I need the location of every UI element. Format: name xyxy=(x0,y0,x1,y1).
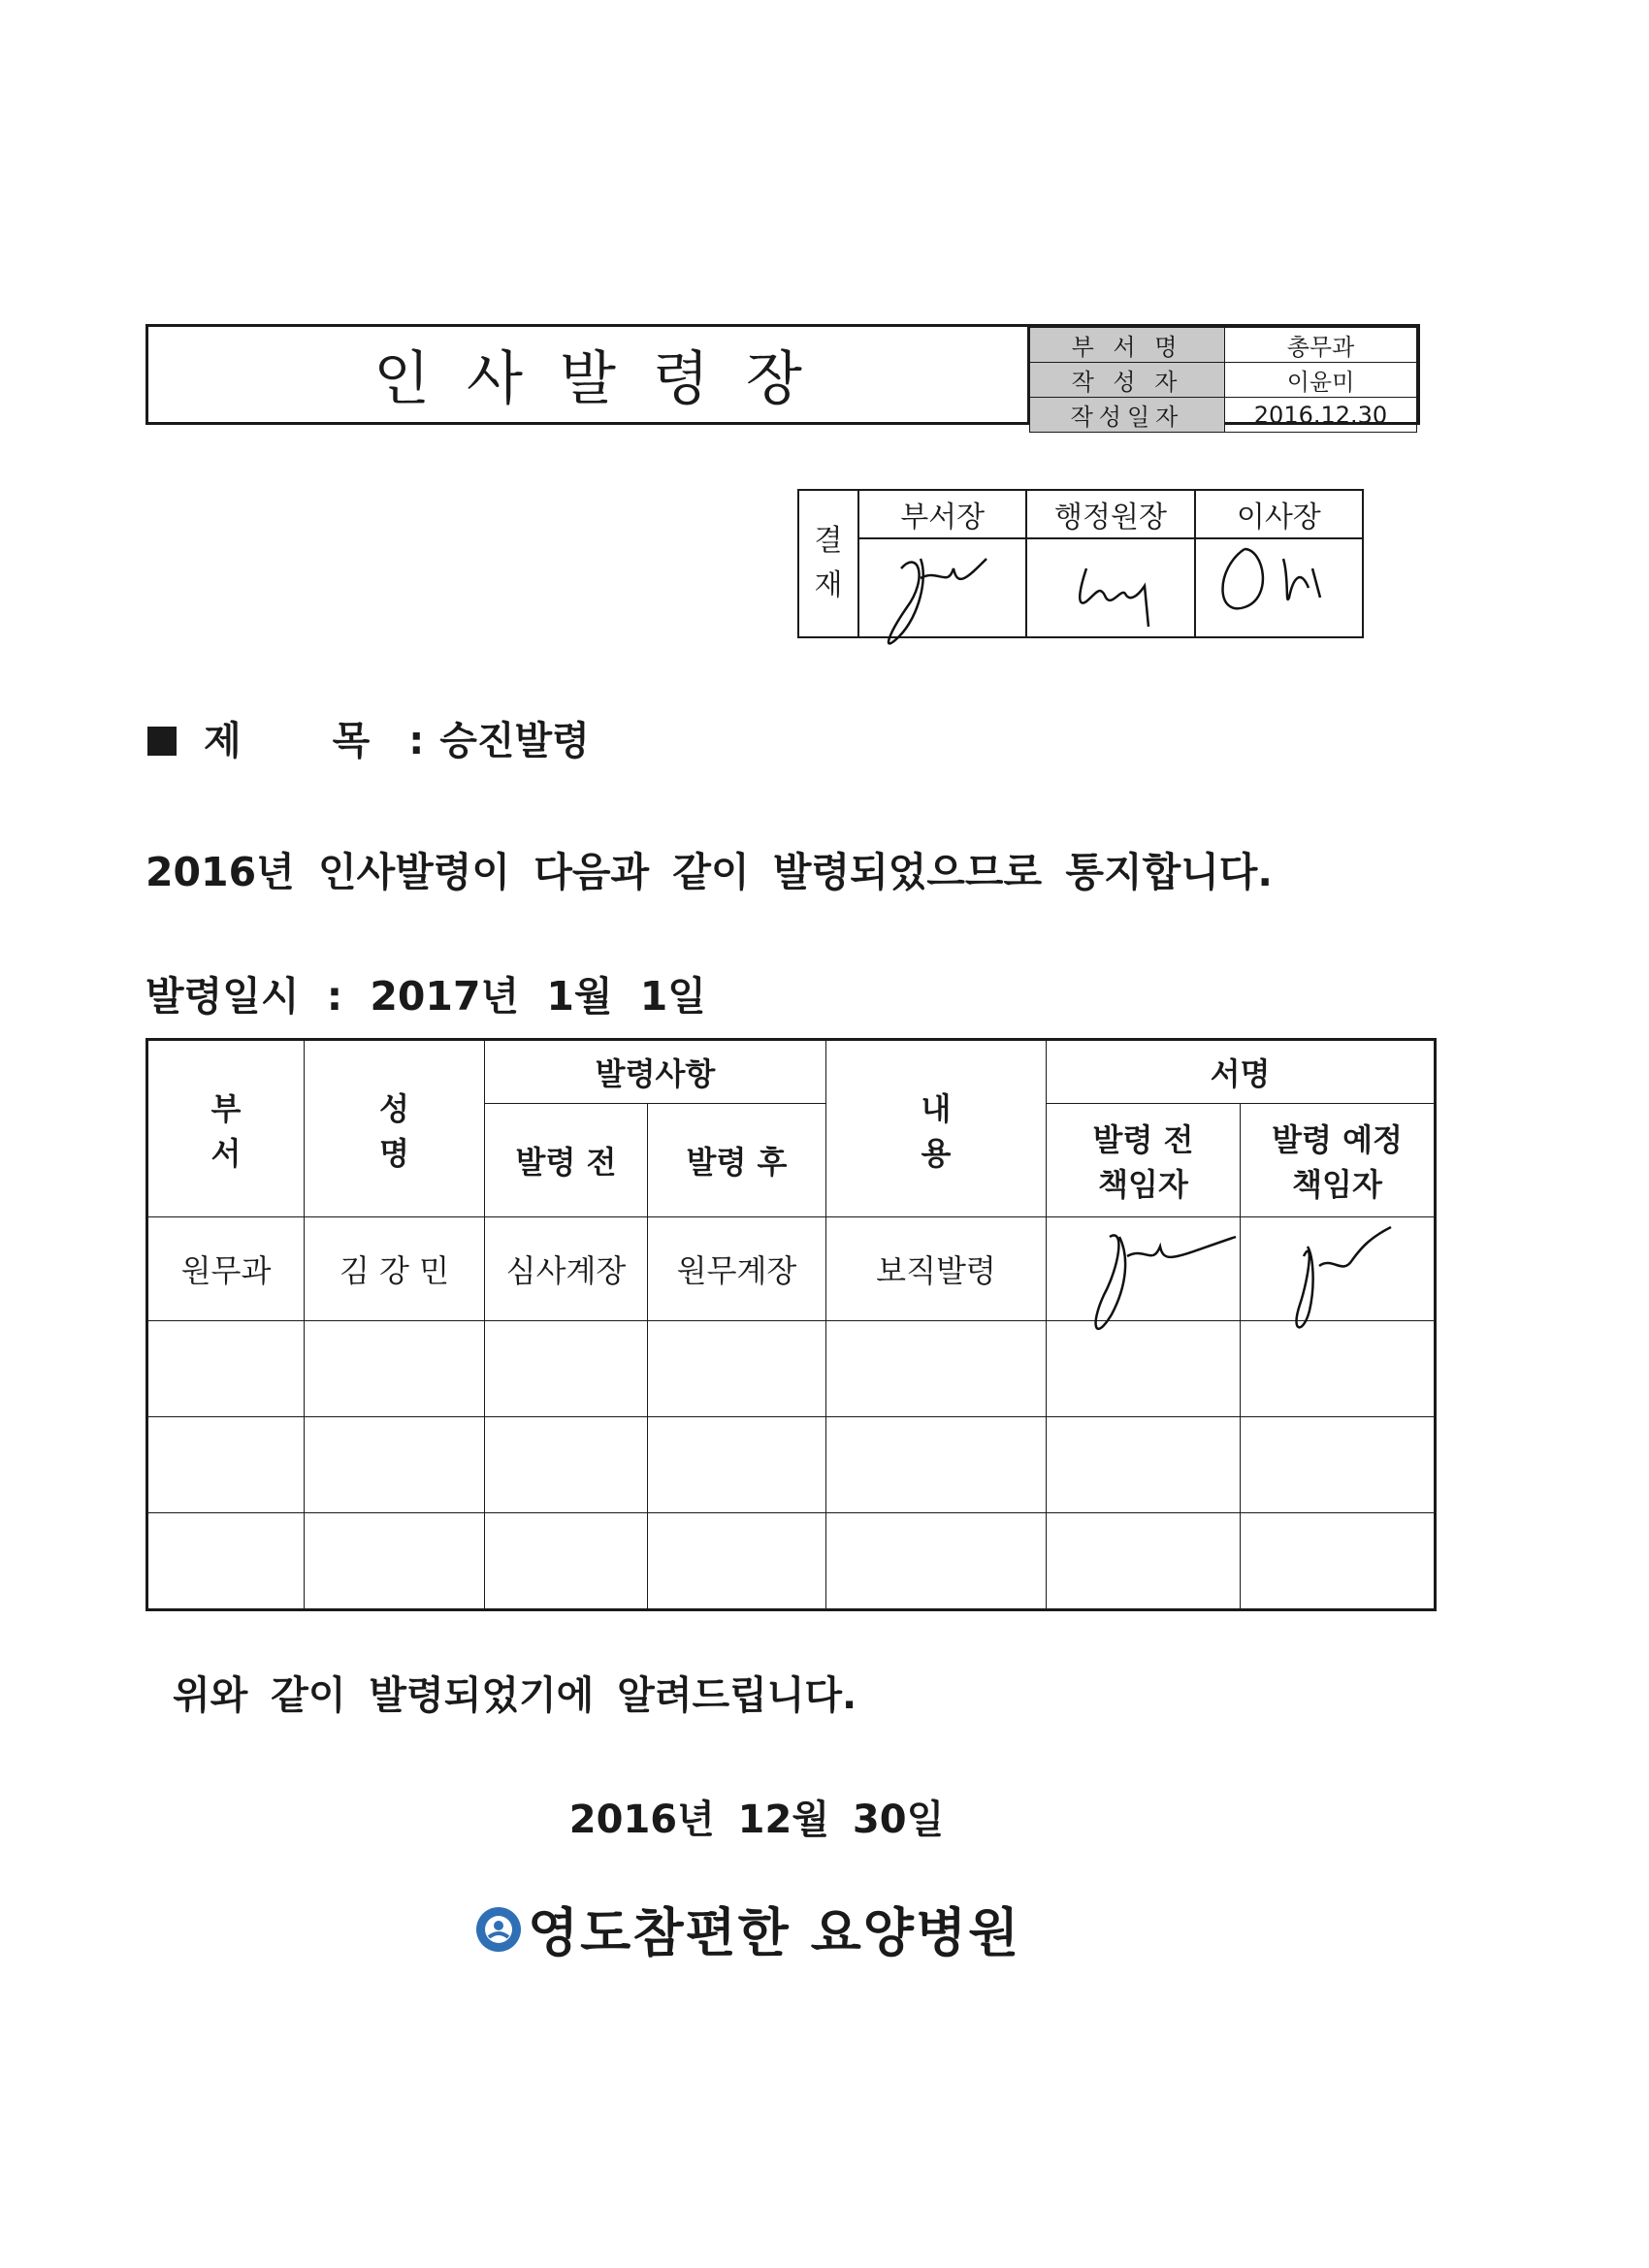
empty-cell xyxy=(1047,1513,1241,1610)
empty-cell xyxy=(648,1513,826,1610)
document-meta-table xyxy=(1029,327,1417,433)
meta-key-department: 부 서 명 xyxy=(1030,328,1225,363)
header-sign-before-line2: 책임자 xyxy=(1098,1166,1188,1203)
empty-cell xyxy=(1241,1513,1436,1610)
header-sign-before-line1: 발령 전 xyxy=(1092,1121,1194,1158)
signature-admin-director xyxy=(1028,539,1193,632)
empty-cell xyxy=(1047,1321,1241,1417)
empty-cell xyxy=(1047,1417,1241,1513)
subject-colon: : xyxy=(408,719,425,763)
approval-sign-admin-director xyxy=(1026,538,1194,637)
hospital-name: 영도참편한 요양병원 xyxy=(528,1902,1021,1963)
table-row xyxy=(147,1217,1436,1321)
table-row xyxy=(147,1321,1436,1417)
signature-after xyxy=(1245,1217,1430,1312)
empty-cell xyxy=(147,1417,305,1513)
subject-label: 제 목 xyxy=(204,719,409,763)
header-dept: 부 서 xyxy=(147,1040,305,1217)
approval-sign-chairman xyxy=(1195,538,1363,637)
empty-cell xyxy=(648,1321,826,1417)
cell-dept: 원무과 xyxy=(147,1217,305,1321)
cell-sign-after xyxy=(1241,1217,1436,1321)
meta-row-department xyxy=(1030,328,1417,363)
signature-chairman xyxy=(1196,539,1361,632)
header-sign-after-line2: 책임자 xyxy=(1292,1166,1382,1203)
approval-head-chairman: 이사장 xyxy=(1195,490,1363,538)
empty-cell xyxy=(147,1513,305,1610)
empty-cell xyxy=(826,1513,1047,1610)
cell-sign-before xyxy=(1047,1217,1241,1321)
appointment-table-wrap xyxy=(146,1038,1434,1604)
header-order-group: 발령사항 xyxy=(485,1040,826,1104)
approval-box xyxy=(797,489,1364,632)
header-before: 발령 전 xyxy=(485,1104,648,1217)
hospital-signature xyxy=(473,1892,1020,1966)
empty-cell xyxy=(305,1513,485,1610)
empty-cell xyxy=(305,1417,485,1513)
empty-cell xyxy=(305,1321,485,1417)
cell-content: 보직발령 xyxy=(826,1217,1047,1321)
header-sign-before xyxy=(1047,1104,1241,1217)
approval-side-label-2: 재 xyxy=(814,568,843,602)
hospital-logo-icon xyxy=(473,1904,524,1955)
document-title: 인사발령장 xyxy=(148,327,1029,422)
notice-text: 2016년 인사발령이 다음과 같이 발령되었으므로 통지합니다. xyxy=(146,849,1273,895)
cell-name: 김 강 민 xyxy=(305,1217,485,1321)
header-name: 성 명 xyxy=(305,1040,485,1217)
signature-before xyxy=(1051,1217,1236,1312)
empty-cell xyxy=(147,1321,305,1417)
approval-sign-dept-manager xyxy=(858,538,1026,637)
table-row xyxy=(147,1513,1436,1610)
header-content: 내 용 xyxy=(826,1040,1047,1217)
header-after: 발령 후 xyxy=(648,1104,826,1217)
effective-date: 발령일시 : 2017년 1월 1일 xyxy=(146,973,706,1020)
appointment-table xyxy=(146,1038,1437,1611)
meta-value-author: 이윤미 xyxy=(1225,363,1417,398)
document-header xyxy=(146,324,1420,431)
header-sign-after-line1: 발령 예정 xyxy=(1272,1121,1403,1158)
empty-cell xyxy=(1241,1417,1436,1513)
empty-cell xyxy=(1241,1321,1436,1417)
empty-cell xyxy=(648,1417,826,1513)
cell-before: 심사계장 xyxy=(485,1217,648,1321)
subject-value: 승진발령 xyxy=(439,719,590,763)
approval-head-admin-director: 행정원장 xyxy=(1026,490,1194,538)
approval-table xyxy=(797,489,1364,638)
table-row xyxy=(147,1417,1436,1513)
meta-key-date: 작성일자 xyxy=(1030,398,1225,433)
subject-line xyxy=(147,710,590,765)
header-sign-after xyxy=(1241,1104,1436,1217)
meta-value-date: 2016.12.30 xyxy=(1225,398,1417,433)
empty-cell xyxy=(485,1417,648,1513)
header-sign-group: 서명 xyxy=(1047,1040,1436,1104)
square-bullet-icon xyxy=(147,727,177,756)
empty-cell xyxy=(826,1321,1047,1417)
signature-dept-manager xyxy=(860,539,1025,632)
meta-row-author xyxy=(1030,363,1417,398)
approval-head-dept-manager: 부서장 xyxy=(858,490,1026,538)
approval-side-label xyxy=(798,490,858,637)
meta-value-department: 총무과 xyxy=(1225,328,1417,363)
empty-cell xyxy=(485,1321,648,1417)
meta-key-author: 작 성 자 xyxy=(1030,363,1225,398)
footer-date: 2016년 12월 30일 xyxy=(568,1798,945,1842)
empty-cell xyxy=(826,1417,1047,1513)
empty-cell xyxy=(485,1513,648,1610)
footer-note: 위와 같이 발령되었기에 알려드립니다. xyxy=(173,1673,857,1718)
approval-side-label-1: 결 xyxy=(814,524,843,558)
cell-after: 원무계장 xyxy=(648,1217,826,1321)
meta-row-date xyxy=(1030,398,1417,433)
